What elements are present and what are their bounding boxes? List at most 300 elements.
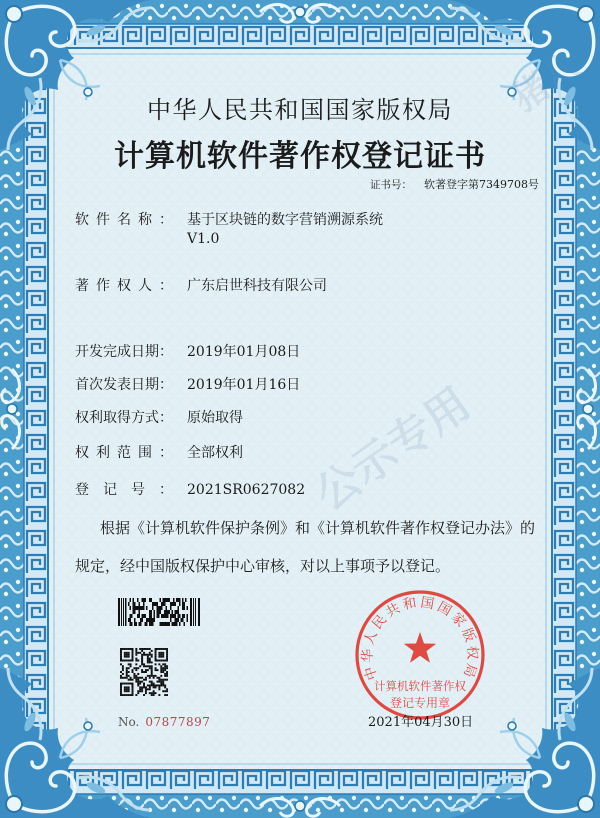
qr-module <box>126 686 128 688</box>
barcode-module <box>133 610 136 614</box>
qr-module <box>147 660 149 662</box>
qr-module <box>143 663 145 665</box>
qr-module <box>149 648 151 650</box>
qr-module <box>164 669 166 671</box>
qr-module <box>166 673 168 675</box>
qr-module <box>137 684 139 686</box>
qr-module <box>156 669 158 671</box>
qr-module <box>137 673 139 675</box>
label-char: ： <box>159 344 173 360</box>
qr-module <box>141 688 143 690</box>
certificate-title: 计算机软件著作权登记证书 <box>114 139 486 174</box>
qr-module <box>151 681 153 683</box>
barcode-module <box>149 598 152 602</box>
label-char: 式 <box>145 410 159 426</box>
qr-module <box>139 652 141 654</box>
qr-module <box>160 669 162 671</box>
qr-module <box>149 675 151 677</box>
qr-module <box>158 677 160 679</box>
qr-module <box>128 652 130 654</box>
qr-module <box>122 660 124 662</box>
qr-module <box>139 677 141 679</box>
qr-module <box>135 652 137 654</box>
qr-module <box>139 665 141 667</box>
qr-module <box>141 671 143 673</box>
qr-module <box>130 665 132 667</box>
qr-module <box>124 652 126 654</box>
qr-module <box>132 650 134 652</box>
qr-module <box>149 652 151 654</box>
label-char: 号 <box>131 482 145 498</box>
qr-module <box>160 671 162 673</box>
qr-module <box>128 648 130 650</box>
qr-module <box>149 684 151 686</box>
label-char: 日 <box>131 377 145 393</box>
qr-module <box>130 683 132 685</box>
qr-module <box>137 660 139 662</box>
barcode-module <box>157 614 160 618</box>
qr-module <box>162 652 164 654</box>
qr-module <box>130 663 132 665</box>
field-label <box>75 444 173 462</box>
qr-module <box>149 688 151 690</box>
qr-module <box>145 679 147 681</box>
certificate-number-value: 软著登字第7349708号 <box>424 178 539 191</box>
qr-module <box>120 648 122 650</box>
field-label <box>75 211 173 229</box>
qr-module <box>153 694 155 696</box>
qr-module <box>141 663 143 665</box>
qr-module <box>130 677 132 679</box>
certificate-number-label: 证书号： <box>370 179 412 191</box>
barcode-module <box>149 610 152 614</box>
qr-module <box>158 648 160 650</box>
qr-module <box>120 663 122 665</box>
qr-module <box>135 658 137 660</box>
qr-module <box>166 671 168 673</box>
qr-module <box>166 654 168 656</box>
qr-module <box>126 667 128 669</box>
barcode-module <box>142 614 147 618</box>
qr-module <box>164 686 166 688</box>
qr-module <box>155 667 157 669</box>
qr-module <box>155 675 157 677</box>
barcode-module <box>170 618 172 622</box>
qr-module <box>132 686 134 688</box>
qr-module <box>145 671 147 673</box>
qr-module <box>137 679 139 681</box>
qr-module <box>166 690 168 692</box>
barcode-module <box>149 622 154 626</box>
qr-module <box>143 686 145 688</box>
qr-module <box>149 692 151 694</box>
qr-module <box>164 684 166 686</box>
seal-line-1: 计算机软件著作权 <box>374 679 466 693</box>
barcode-module <box>187 618 189 622</box>
statement-line-2: 规定，经中国版权保护中心审核，对以上事项予以登记。 <box>75 557 451 575</box>
barcode-module <box>182 614 185 618</box>
qr-module <box>158 684 160 686</box>
qr-module <box>162 648 164 650</box>
qr-module <box>128 683 130 685</box>
qr-module <box>135 679 137 681</box>
field-acquisition-method <box>75 409 243 427</box>
qr-module <box>120 677 122 679</box>
qr-module <box>120 658 122 660</box>
qr-module <box>160 660 162 662</box>
qr-module <box>120 690 122 692</box>
qr-module <box>162 683 164 685</box>
barcode-module <box>166 606 168 610</box>
qr-module <box>128 688 130 690</box>
qr-module <box>124 683 126 685</box>
qr-module <box>122 667 124 669</box>
qr-module <box>132 694 134 696</box>
barcode-module <box>172 610 174 614</box>
qr-module <box>162 663 164 665</box>
qr-module <box>139 688 141 690</box>
qr-module <box>147 648 149 650</box>
qr-module <box>153 677 155 679</box>
qr-module <box>162 684 164 686</box>
qr-module <box>151 683 153 685</box>
qr-module <box>143 654 145 656</box>
qr-module <box>126 671 128 673</box>
label-char: 方 <box>131 410 145 426</box>
statement-line-1: 根据《计算机软件保护条例》和《计算机软件著作权登记办法》的 <box>100 519 536 537</box>
qr-module <box>145 677 147 679</box>
qr-module <box>139 648 141 650</box>
qr-module <box>145 686 147 688</box>
barcode-module <box>176 598 181 602</box>
qr-module <box>153 690 155 692</box>
qr-module <box>151 654 153 656</box>
barcode-module <box>128 602 130 606</box>
label-char: 期 <box>145 344 159 360</box>
watermark-text: 猪八 <box>504 44 588 121</box>
qr-module <box>143 652 145 654</box>
qr-module <box>147 661 149 663</box>
qr-module <box>143 671 145 673</box>
qr-module <box>166 694 168 696</box>
qr-module <box>126 690 128 692</box>
barcode-module <box>130 614 133 618</box>
qr-module <box>147 665 149 667</box>
qr-module <box>158 679 160 681</box>
qr-module <box>147 654 149 656</box>
qr-module <box>122 694 124 696</box>
qr-module <box>151 684 153 686</box>
barcode-module <box>130 606 132 610</box>
label-char: 围 <box>138 445 152 461</box>
barcode-module <box>182 602 185 606</box>
qr-module <box>135 675 137 677</box>
qr-module <box>128 667 130 669</box>
barcode-module <box>145 622 148 626</box>
field-value: 基于区块链的数字营销溯源系统 <box>187 212 383 228</box>
qr-module <box>126 688 128 690</box>
barcode-module <box>179 602 181 606</box>
qr-module <box>126 694 128 696</box>
seal-line-2: 登记专用章 <box>389 696 451 710</box>
qr-module <box>128 686 130 688</box>
qr-module <box>149 667 151 669</box>
qr-module <box>155 656 157 658</box>
qr-module <box>135 667 137 669</box>
qr-module <box>162 669 164 671</box>
qr-module <box>158 652 160 654</box>
qr-module <box>128 679 130 681</box>
label-char: 件 <box>96 212 110 228</box>
label-char: 权 <box>75 410 89 426</box>
field-label <box>75 277 173 295</box>
qr-module <box>132 658 134 660</box>
barcode-module <box>154 614 156 618</box>
qr-module <box>135 681 137 683</box>
qr-module <box>122 648 124 650</box>
barcode-module <box>160 598 162 602</box>
qr-module <box>166 667 168 669</box>
field-rights-scope <box>75 444 243 462</box>
qr-module <box>137 667 139 669</box>
barcode-bar <box>190 598 192 626</box>
qr-module <box>120 654 122 656</box>
qr-module <box>149 686 151 688</box>
barcode-module <box>178 614 181 618</box>
field-value: 全部权利 <box>187 445 243 461</box>
qr-module <box>132 684 134 686</box>
label-char: 首 <box>75 377 89 393</box>
barcode-module <box>130 622 133 626</box>
qr-module <box>143 684 145 686</box>
barcode-module <box>146 618 155 622</box>
qr-module <box>122 665 124 667</box>
barcode-module <box>133 602 136 606</box>
qr-module <box>156 660 158 662</box>
label-char: 次 <box>89 377 103 393</box>
label-char: 发 <box>89 344 103 360</box>
qr-module <box>130 648 132 650</box>
qr-module <box>164 694 166 696</box>
qr-module <box>143 665 145 667</box>
qr-module <box>120 675 122 677</box>
label-char: 著 <box>75 278 89 294</box>
barcode-module <box>160 622 171 626</box>
barcode-module <box>130 598 132 602</box>
label-char: 日 <box>131 344 145 360</box>
qr-module <box>149 658 151 660</box>
qr-module <box>166 679 168 681</box>
qr-module <box>145 654 147 656</box>
qr-module <box>155 684 157 686</box>
field-value: 广东启世科技有限公司 <box>187 278 327 294</box>
qr-module <box>141 669 143 671</box>
qr-module <box>120 684 122 686</box>
barcode <box>118 598 200 626</box>
watermark-text: 公示专用 <box>306 378 480 521</box>
qr-module <box>155 648 157 650</box>
qr-module <box>145 648 147 650</box>
qr-module <box>124 677 126 679</box>
qr-module <box>166 656 168 658</box>
barcode-bar <box>118 598 120 626</box>
barcode-module <box>152 606 154 610</box>
qr-module <box>164 648 166 650</box>
qr-module <box>128 694 130 696</box>
qr-module <box>135 650 137 652</box>
qr-module <box>153 675 155 677</box>
qr-module <box>151 650 153 652</box>
qr-module <box>126 683 128 685</box>
barcode-module <box>139 622 142 626</box>
certificate-number <box>370 178 539 192</box>
qr-module <box>132 669 134 671</box>
barcode-module <box>143 602 145 606</box>
label-char: 取 <box>103 410 117 426</box>
qr-module <box>166 658 168 660</box>
qr-module <box>143 694 145 696</box>
qr-module <box>128 675 130 677</box>
qr-module <box>135 677 137 679</box>
qr-module <box>128 663 130 665</box>
seal-arc-text: 中华人民共和国国家版权局 <box>359 594 481 683</box>
qr-module <box>139 681 141 683</box>
barcode-module <box>161 602 166 606</box>
qr-module <box>160 656 162 658</box>
qr-module <box>147 656 149 658</box>
qr-module <box>149 661 151 663</box>
label-char: 权 <box>117 278 131 294</box>
barcode-bar <box>198 598 200 626</box>
qr-module <box>126 669 128 671</box>
barcode-module <box>164 610 170 614</box>
qr-module <box>128 690 130 692</box>
qr-module <box>153 684 155 686</box>
qr-module <box>149 660 151 662</box>
qr-module <box>166 675 168 677</box>
qr-module <box>156 648 158 650</box>
barcode-module <box>152 602 158 606</box>
qr-module <box>124 660 126 662</box>
qr-module <box>126 675 128 677</box>
qr-module <box>147 688 149 690</box>
qr-module <box>132 690 134 692</box>
label-char: 软 <box>75 212 89 228</box>
barcode-module <box>139 610 141 614</box>
barcode-module <box>170 614 176 618</box>
qr-module <box>153 683 155 685</box>
qr-module <box>158 688 160 690</box>
qr-module <box>120 656 122 658</box>
qr-module <box>133 673 135 675</box>
qr-module <box>132 688 134 690</box>
label-char: 完 <box>103 344 117 360</box>
qr-module <box>141 656 143 658</box>
label-char: 记 <box>103 482 117 498</box>
field-copyright-owner <box>75 277 327 295</box>
qr-module <box>137 681 139 683</box>
qr-module <box>147 684 149 686</box>
label-char: ： <box>159 482 173 498</box>
qr-code <box>120 648 168 696</box>
qr-module <box>166 688 168 690</box>
qr-module <box>151 669 153 671</box>
official-seal <box>350 585 490 725</box>
barcode-module <box>161 614 169 618</box>
qr-module <box>149 654 151 656</box>
barcode-module <box>175 610 180 614</box>
qr-module <box>162 654 164 656</box>
qr-module <box>160 681 162 683</box>
serial-prefix: No. <box>118 715 140 729</box>
qr-module <box>141 658 143 660</box>
label-char: 表 <box>117 377 131 393</box>
qr-module <box>155 650 157 652</box>
qr-module <box>135 663 137 665</box>
qr-module <box>162 690 164 692</box>
qr-module <box>141 648 143 650</box>
qr-module <box>147 675 149 677</box>
qr-module <box>158 694 160 696</box>
qr-module <box>166 650 168 652</box>
qr-module <box>132 671 134 673</box>
qr-module <box>158 656 160 658</box>
barcode-module <box>182 606 185 610</box>
label-char: 称 <box>138 212 152 228</box>
qr-module <box>139 690 141 692</box>
qr-module <box>151 694 153 696</box>
qr-module <box>135 669 137 671</box>
qr-module <box>124 686 126 688</box>
qr-module <box>141 650 143 652</box>
qr-module <box>162 660 164 662</box>
qr-module <box>120 650 122 652</box>
qr-module <box>132 683 134 685</box>
label-char: 利 <box>89 410 103 426</box>
qr-module <box>120 688 122 690</box>
software-version: V1.0 <box>187 231 220 247</box>
qr-module <box>164 679 166 681</box>
qr-module <box>160 667 162 669</box>
qr-module <box>141 681 143 683</box>
qr-module <box>128 660 130 662</box>
qr-module <box>162 671 164 673</box>
qr-module <box>162 667 164 669</box>
qr-module <box>164 667 166 669</box>
qr-module <box>160 675 162 677</box>
qr-module <box>149 677 151 679</box>
qr-module <box>124 694 126 696</box>
qr-module <box>130 679 132 681</box>
qr-module <box>120 671 122 673</box>
barcode-module <box>134 622 137 626</box>
qr-module <box>145 669 147 671</box>
qr-module <box>147 658 149 660</box>
barcode-module <box>178 606 180 610</box>
barcode-module <box>140 618 143 622</box>
qr-module <box>158 681 160 683</box>
barcode-module <box>163 598 171 602</box>
barcode-module <box>137 598 139 602</box>
qr-module <box>139 683 141 685</box>
qr-module <box>155 686 157 688</box>
qr-module <box>162 681 164 683</box>
qr-module <box>124 688 126 690</box>
qr-module <box>122 673 124 675</box>
qr-module <box>130 694 132 696</box>
label-char: ： <box>159 410 173 426</box>
qr-module <box>141 677 143 679</box>
